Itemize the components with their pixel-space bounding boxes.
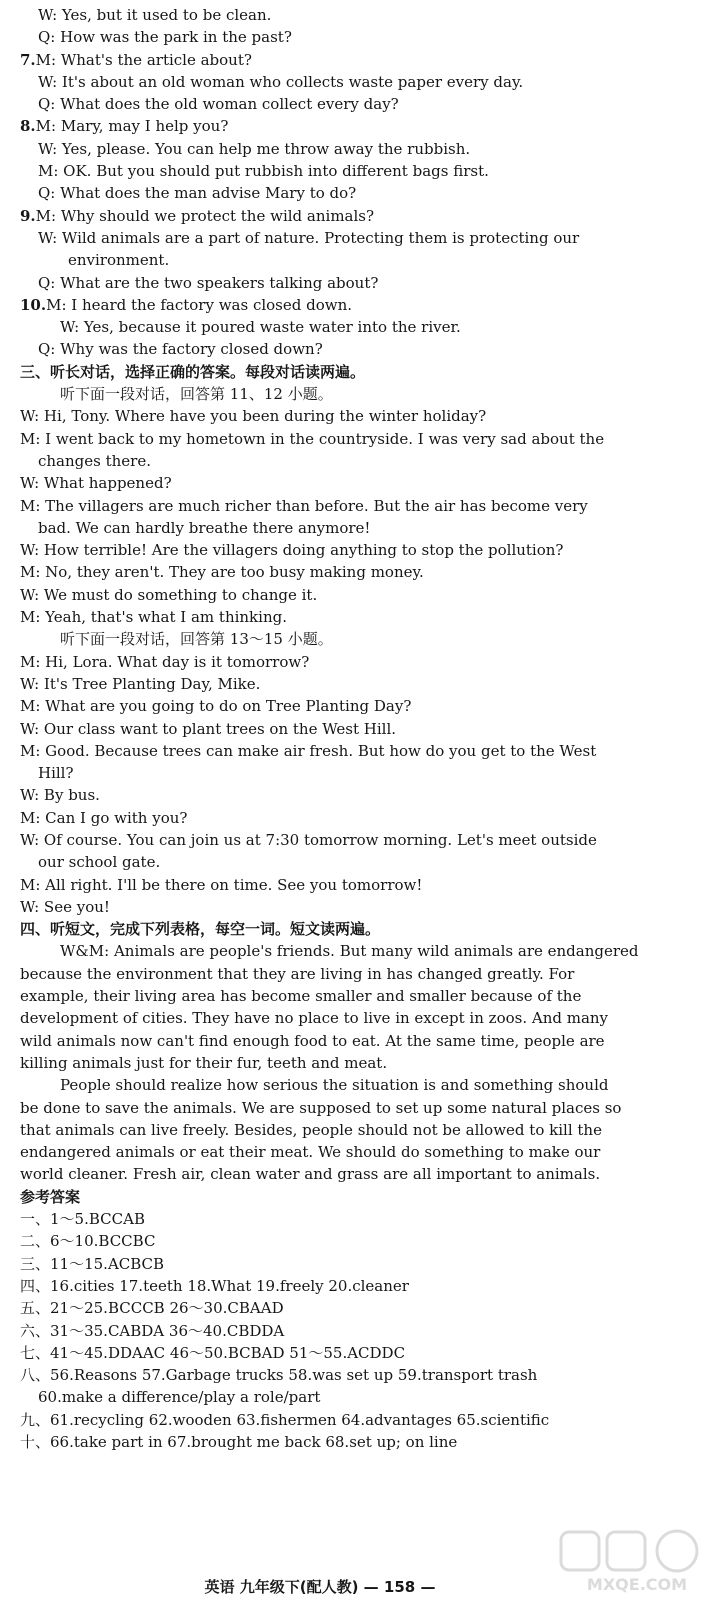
question-number: 9. <box>20 206 36 225</box>
text-line <box>20 561 710 583</box>
page-footer: 英语 九年级下(配人教) — 158 — <box>204 1578 436 1596</box>
line-text: M: OK. But you should put rubbish into different bags first. <box>38 162 489 181</box>
line-text: M: The villagers are much richer than before. But the air has become very <box>20 496 588 515</box>
question-number: 10. <box>20 295 47 314</box>
text-line <box>20 740 710 762</box>
text-line <box>20 405 710 427</box>
line-text: M: No, they aren't. They are too busy making money. <box>20 563 424 582</box>
text-line <box>20 1297 710 1319</box>
text-line <box>20 695 710 717</box>
question-number: 8. <box>20 117 36 136</box>
line-text: W: Yes, but it used to be clean. <box>38 6 272 24</box>
line-text: W: See you! <box>20 897 110 916</box>
text-line <box>20 584 710 606</box>
line-text: bad. We can hardly breathe there anymore! <box>38 518 371 537</box>
line-text: example, their living area has become smaller and smaller because of the <box>20 987 582 1006</box>
text-line <box>20 1097 710 1119</box>
text-line <box>20 784 710 806</box>
line-text: environment. <box>68 251 170 270</box>
text-line <box>20 495 710 517</box>
line-text: W: We must do something to change it. <box>20 585 318 604</box>
text-line <box>20 1119 710 1141</box>
text-line <box>20 1208 710 1230</box>
line-text: W: Wild animals are a part of nature. Protecting them is protecting our <box>38 228 580 247</box>
line-text: M: What are you going to do on Tree Planting Day? <box>20 697 412 716</box>
line-text: W: Yes, because it poured waste water into the river. <box>60 318 461 337</box>
text-line <box>20 1163 710 1185</box>
line-text: M: Hi, Lora. What day is it tomorrow? <box>20 652 310 671</box>
line-text: M: Mary, may I help you? <box>35 117 229 136</box>
line-text: endangered animals or eat their meat. We should do something to make our <box>20 1143 601 1162</box>
line-text: development of cities. They have no place to live in except in zoos. And many <box>20 1009 609 1028</box>
text-line <box>20 651 710 673</box>
line-text: 六、31～35.CABDA 36～40.CBDDA <box>20 1321 285 1340</box>
text-line <box>20 1030 710 1052</box>
line-text: M: Yeah, that's what I am thinking. <box>20 608 287 627</box>
text-line <box>20 138 710 160</box>
line-text: M: Good. Because trees can make air fresh. But how do you get to the West <box>20 741 597 760</box>
text-line <box>20 807 710 829</box>
text-line <box>20 896 710 918</box>
line-text: 一、1～5.BCCAB <box>20 1210 145 1229</box>
line-text: W: Yes, please. You can help me throw away the rubbish. <box>38 139 471 158</box>
text-line <box>20 628 710 650</box>
watermark-text: MXQE.COM <box>586 1575 688 1594</box>
text-line <box>20 1007 710 1029</box>
text-line <box>20 26 710 48</box>
text-line <box>20 1364 710 1386</box>
line-text: 二、6～10.BCCBC <box>20 1232 156 1251</box>
line-text: 九、61.recycling 62.wooden 63.fishermen 64.advantages 65.scientific <box>20 1410 550 1429</box>
line-text: 三、11～15.ACBCB <box>20 1254 165 1273</box>
line-text: M: Why should we protect the wild animals? <box>35 206 375 225</box>
line-text: 十、66.take part in 67.brought me back 68.set up; on line <box>20 1433 458 1451</box>
document-body <box>20 4 710 1453</box>
text-line <box>20 160 710 182</box>
text-line <box>20 918 710 940</box>
line-text: Q: What are the two speakers talking about? <box>38 273 379 292</box>
text-line <box>20 1230 710 1252</box>
text-line <box>20 874 710 896</box>
text-line <box>20 294 710 316</box>
line-text: wild animals now can't find enough food to eat. At the same time, people are <box>20 1031 605 1050</box>
line-text: W: Hi, Tony. Where have you been during the winter holiday? <box>20 407 487 426</box>
line-text: killing animals just for their fur, teeth and meat. <box>20 1053 388 1072</box>
line-text: W&M: Animals are people's friends. But many wild animals are endangered <box>60 942 639 961</box>
text-line <box>20 182 710 204</box>
text-line <box>20 1186 710 1208</box>
text-line <box>20 1431 710 1453</box>
line-text: 参考答案 <box>20 1187 81 1206</box>
line-text: 五、21～25.BCCCB 26～30.CBAAD <box>20 1299 284 1318</box>
line-text: W: Our class want to plant trees on the West Hill. <box>20 719 397 738</box>
text-line <box>20 718 710 740</box>
line-text: 四、听短文，完成下列表格，每空一词。短文读两遍。 <box>20 920 381 939</box>
text-line <box>20 606 710 628</box>
text-line <box>20 1275 710 1297</box>
text-line <box>20 93 710 115</box>
text-line <box>20 1320 710 1342</box>
line-text: M: Can I go with you? <box>20 808 188 827</box>
line-text: M: All right. I'll be there on time. See you tomorrow! <box>20 875 423 894</box>
text-line <box>20 1052 710 1074</box>
text-line <box>20 316 710 338</box>
text-line <box>20 1141 710 1163</box>
text-line <box>20 4 710 26</box>
text-line <box>20 1409 710 1431</box>
text-line <box>20 1253 710 1275</box>
line-text: Q: Why was the factory closed down? <box>38 340 323 359</box>
line-text: changes there. <box>38 451 151 470</box>
line-text: W: Of course. You can join us at 7:30 tomorrow morning. Let's meet outside <box>20 830 597 849</box>
line-text: W: What happened? <box>20 474 172 493</box>
line-text: M: I heard the factory was closed down. <box>46 295 353 314</box>
text-line <box>20 205 710 227</box>
text-line <box>20 227 710 249</box>
text-line <box>20 673 710 695</box>
text-line <box>20 1342 710 1364</box>
text-line <box>20 539 710 561</box>
line-text: be done to save the animals. We are supposed to set up some natural places so <box>20 1098 622 1117</box>
watermark-logo <box>557 1526 717 1596</box>
text-line <box>20 517 710 539</box>
text-line <box>20 361 710 383</box>
text-line <box>20 338 710 360</box>
text-line <box>20 985 710 1007</box>
question-number: 7. <box>20 50 36 69</box>
line-text: W: How terrible! Are the villagers doing anything to stop the pollution? <box>20 541 564 560</box>
text-line <box>20 851 710 873</box>
text-line <box>20 450 710 472</box>
line-text: our school gate. <box>38 853 161 872</box>
line-text: Hill? <box>38 764 74 783</box>
line-text: 60.make a difference/play a role/part <box>38 1388 321 1407</box>
line-text: Q: How was the park in the past? <box>38 28 292 47</box>
text-line <box>20 49 710 71</box>
line-text: People should realize how serious the situation is and something should <box>60 1076 609 1095</box>
line-text: 四、16.cities 17.teeth 18.What 19.freely 20.cleaner <box>20 1276 409 1295</box>
line-text: 听下面一段对话，回答第 13～15 小题。 <box>60 630 333 649</box>
line-text: 听下面一段对话，回答第 11、12 小题。 <box>60 385 333 404</box>
text-line <box>20 71 710 93</box>
text-line <box>20 963 710 985</box>
line-text: W: It's about an old woman who collects waste paper every day. <box>38 72 524 91</box>
line-text: 三、听长对话，选择正确的答案。每段对话读两遍。 <box>20 362 366 381</box>
line-text: 七、41～45.DDAAC 46～50.BCBAD 51～55.ACDDC <box>20 1343 406 1362</box>
line-text: Q: What does the man advise Mary to do? <box>38 184 357 203</box>
line-text: because the environment that they are living in has changed greatly. For <box>20 964 575 983</box>
line-text: Q: What does the old woman collect every day? <box>38 95 399 114</box>
line-text: W: It's Tree Planting Day, Mike. <box>20 674 261 693</box>
line-text: W: By bus. <box>20 786 100 805</box>
text-line <box>20 1074 710 1096</box>
text-line <box>20 249 710 271</box>
text-line <box>20 940 710 962</box>
line-text: that animals can live freely. Besides, people should not be allowed to kill the <box>20 1120 602 1139</box>
text-line <box>20 1386 710 1408</box>
line-text: M: I went back to my hometown in the countryside. I was very sad about the <box>20 429 605 448</box>
text-line <box>20 829 710 851</box>
text-line <box>20 383 710 405</box>
text-line <box>20 428 710 450</box>
line-text: world cleaner. Fresh air, clean water and grass are all important to animals. <box>20 1165 601 1184</box>
line-text: 八、56.Reasons 57.Garbage trucks 58.was set up 59.transport trash <box>20 1366 538 1385</box>
text-line <box>20 762 710 784</box>
text-line <box>20 115 710 137</box>
line-text: M: What's the article about? <box>35 50 252 69</box>
text-line <box>20 472 710 494</box>
text-line <box>20 272 710 294</box>
